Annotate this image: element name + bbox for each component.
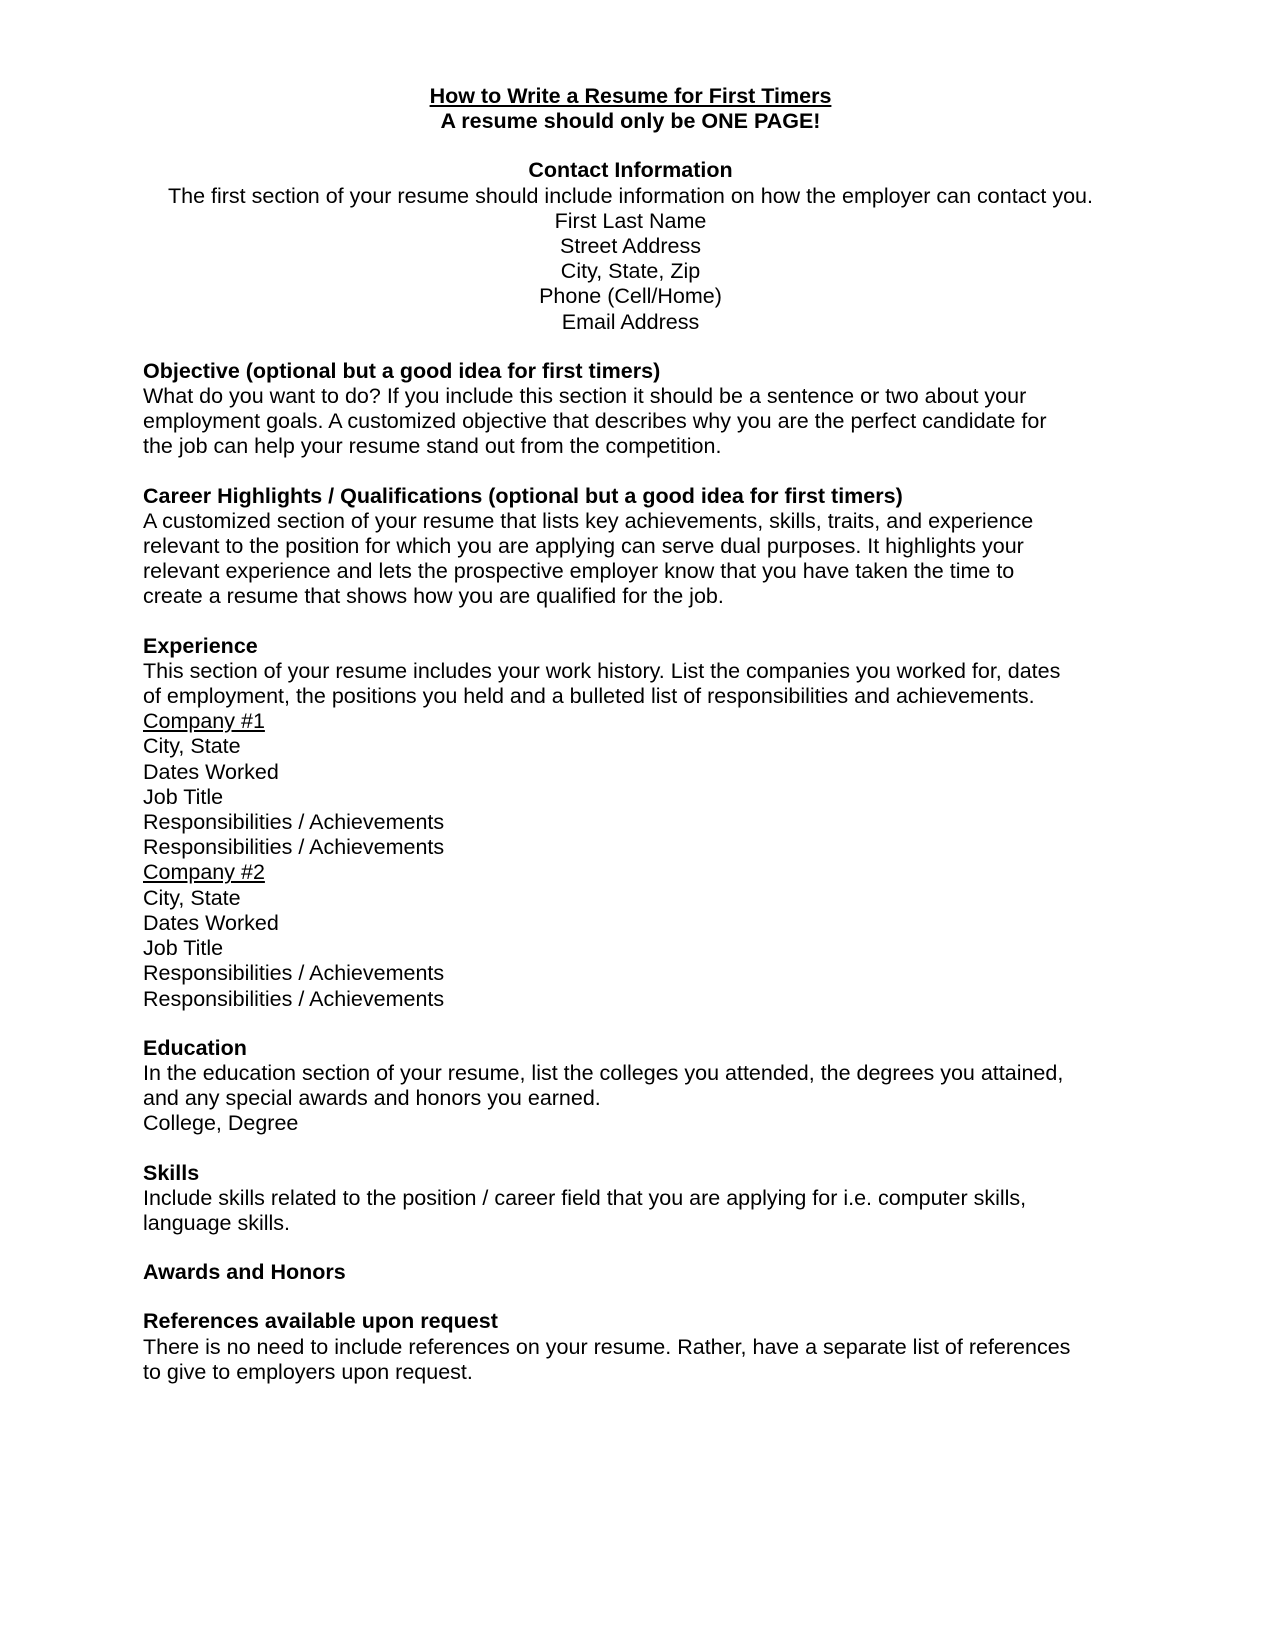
contact-line: Street Address [559,234,702,259]
highlights-heading: Career Highlights / Qualifications (optional but a good idea for first timers) [143,483,903,508]
contact-heading: Contact Information [528,158,733,183]
contact-line: Phone (Cell/Home) [539,284,722,309]
objective-line: the job can help your resume stand out from the competition. [143,434,722,459]
contact-line: First Last Name [554,208,707,233]
company-detail: Job Title [143,784,224,809]
objective-heading: Objective (optional but a good idea for first timers) [143,358,661,383]
skills-heading: Skills [143,1160,200,1185]
references-section [143,1309,1118,1385]
company-detail: Responsibilities / Achievements [143,961,445,986]
company-detail: Dates Worked [143,910,279,935]
objective-line: What do you want to do? If you include this section it should be a sentence or two about your [143,384,1027,409]
education-line: In the education section of your resume, list the colleges you attended, the degrees you attained, [143,1060,1064,1085]
experience-line: of employment, the positions you held and a bulleted list of responsibilities and achievements. [143,684,1035,709]
contact-line: Email Address [561,309,700,334]
company-name: Company #1 [143,709,265,734]
experience-line: This section of your resume includes your work history. List the companies you worked for, dates [143,658,1061,683]
skills-line: language skills. [143,1210,291,1235]
company-detail: Responsibilities / Achievements [143,810,445,835]
experience-section [143,634,1118,1012]
awards-section [143,1260,1118,1285]
references-line: to give to employers upon request. [143,1359,473,1384]
contact-intro: The first section of your resume should include information on how the employer can contact you. [168,183,1093,208]
education-line: College, Degree [143,1111,299,1136]
contact-line: City, State, Zip [560,259,701,284]
document-title: How to Write a Resume for First Timers [429,84,832,108]
company-name: Company #2 [143,860,265,885]
company-detail: Job Title [143,936,224,961]
company-detail: City, State [143,734,241,759]
title-block [143,84,1118,134]
education-heading: Education [143,1035,247,1060]
skills-section [143,1161,1118,1237]
awards-heading: Awards and Honors [143,1260,346,1285]
contact-section [143,158,1118,334]
document-subtitle: A resume should only be ONE PAGE! [440,109,821,134]
company-detail: Responsibilities / Achievements [143,986,445,1011]
highlights-line: create a resume that shows how you are qualified for the job. [143,584,724,609]
highlights-section [143,484,1118,610]
education-line: and any special awards and honors you earned. [143,1086,601,1111]
document-page [143,84,1118,1385]
references-line: There is no need to include references on your resume. Rather, have a separate list of references [143,1334,1071,1359]
company-detail: Responsibilities / Achievements [143,835,445,860]
experience-heading: Experience [143,633,258,658]
highlights-line: A customized section of your resume that lists key achievements, skills, traits, and experience [143,508,1034,533]
company-detail: Dates Worked [143,759,279,784]
objective-line: employment goals. A customized objective that describes why you are the perfect candidate for [143,409,1047,434]
highlights-line: relevant to the position for which you are applying can serve dual purposes. It highlights your [143,534,1024,559]
references-heading: References available upon request [143,1309,498,1334]
company-entry [143,709,1118,860]
company-entry [143,860,1118,1011]
highlights-line: relevant experience and lets the prospective employer know that you have taken the time to [143,559,1015,584]
objective-section [143,359,1118,460]
education-section [143,1036,1118,1137]
company-detail: City, State [143,885,241,910]
skills-line: Include skills related to the position / career field that you are applying for i.e. computer skills, [143,1185,1027,1210]
